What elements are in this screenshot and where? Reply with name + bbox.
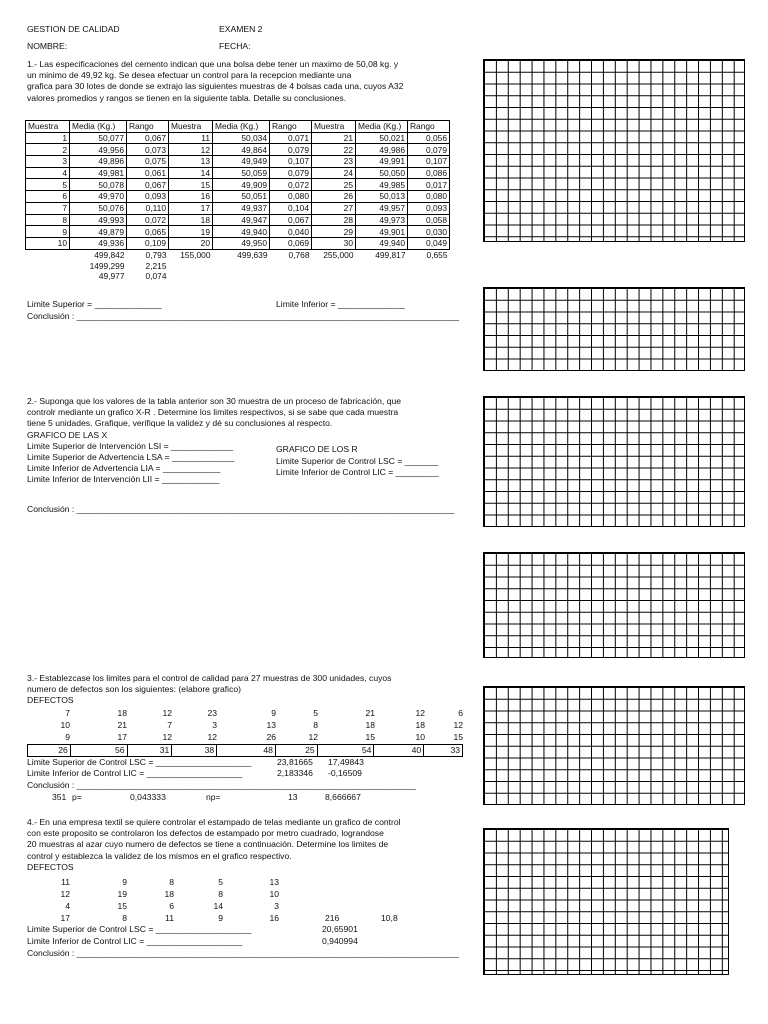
totals-row	[26, 249, 450, 260]
defect-value: 21	[365, 708, 375, 718]
average-cell: 49,977	[98, 271, 125, 282]
defect-value: 12	[207, 732, 217, 742]
table-cell: 1	[26, 132, 70, 144]
defects-row	[27, 913, 279, 924]
column-header: Rango	[270, 121, 312, 133]
table-row	[26, 214, 450, 226]
table-cell: 0,080	[408, 191, 450, 203]
q3-lic-value-2: -0,16509	[328, 768, 362, 778]
q2-line: controlr mediante un grafico X-R . Determine los limites respectivos, si se sabe que cada muestra	[27, 407, 399, 418]
total-cell: 0,655	[426, 249, 448, 260]
table-row	[26, 167, 450, 179]
q4-lsc: Limite Superior de Control LSC = ____________________	[27, 924, 252, 934]
table-cell: 49,950	[213, 237, 270, 249]
table-cell: 4	[26, 167, 70, 179]
q4-defects-label: DEFECTOS	[27, 861, 74, 872]
table-cell: 0,109	[127, 237, 169, 249]
q3-lsc-value-1: 23,81665	[277, 757, 313, 767]
sum-cell: 2,215	[145, 260, 167, 271]
table-cell: 49,993	[70, 214, 127, 226]
table-cell: 49,991	[356, 156, 408, 168]
table-cell: 49,981	[70, 167, 127, 179]
q3-defects-label: DEFECTOS	[27, 695, 74, 706]
sum-cell: 1499,299	[89, 260, 125, 271]
q4-line: 4.- En una empresa textil se quiere controlar el estampado de telas mediante un grafico de control	[27, 817, 401, 827]
defect-value: 3	[212, 720, 217, 730]
table-cell: 0,067	[127, 179, 169, 191]
table-row	[26, 144, 450, 156]
defect-value: 9	[65, 732, 70, 742]
table-row	[26, 237, 450, 249]
table-cell: 0,040	[270, 226, 312, 238]
q3-conclusion: Conclusión : _______________________________________________________________________	[27, 780, 417, 790]
total-cell: 499,842	[94, 249, 125, 260]
defect-value: 12	[60, 889, 70, 899]
defect-value: 17	[117, 732, 127, 742]
defect-value: 8	[169, 877, 174, 887]
defect-value: 8	[313, 720, 318, 730]
defect-value: 18	[117, 708, 127, 718]
table-cell: 21	[312, 132, 356, 144]
defect-value: 26	[266, 732, 276, 742]
defect-value: 9	[218, 913, 223, 923]
total-value: 38	[172, 745, 217, 756]
column-header: Media (Kg.)	[70, 121, 127, 133]
column-header: Rango	[408, 121, 450, 133]
defect-value: 11	[165, 913, 174, 923]
q4-lic: Limite Inferior de Control LIC = ____________________	[27, 936, 243, 946]
course-title: GESTION DE CALIDAD	[27, 24, 120, 34]
table-cell: 0,067	[127, 132, 169, 144]
table-cell: 19	[169, 226, 213, 238]
q3-p-value: 0,043333	[130, 792, 166, 802]
q4-lic-value: 0,940994	[322, 936, 358, 946]
table-cell: 49,864	[213, 144, 270, 156]
q3-lsc: Limite Superior de Control LSC = ____________________	[27, 757, 252, 767]
q2-r-chart-title: GRAFICO DE LOS R	[276, 444, 358, 454]
defect-value: 9	[122, 877, 127, 887]
table-cell: 49,879	[70, 226, 127, 238]
q3-lic: Limite Inferior de Control LIC = ____________________	[27, 768, 243, 778]
defect-value: 3	[274, 901, 279, 911]
table-cell: 0,071	[270, 132, 312, 144]
average-row	[26, 271, 450, 282]
graph-paper-q4	[483, 828, 729, 975]
table-cell: 50,078	[70, 179, 127, 191]
q3-line: 3.- Establezcase los limites para el control de calidad para 27 muestras de 300 unidades, cuyos	[27, 673, 392, 683]
q3-statement	[27, 673, 467, 707]
sum-cell	[26, 260, 70, 271]
q3-line: numero de defectos son los siguientes: (elabore grafico)	[27, 684, 242, 695]
q1-line: 1.- Las especificaciones del cemento indican que una bolsa debe tener un maximo de 50,08 kg. y	[27, 59, 399, 69]
total-value: 26	[28, 745, 71, 756]
table-cell: 0,080	[270, 191, 312, 203]
defect-value: 12	[453, 720, 463, 730]
defect-value: 13	[269, 877, 279, 887]
table-cell: 0,049	[408, 237, 450, 249]
table-cell: 14	[169, 167, 213, 179]
q2-lia: Limite Inferior de Advertencia LIA = ____________	[27, 463, 221, 474]
q2-line: tiene 5 unidades. Grafique, verifique la validez y dé su conclusiones al respecto.	[27, 418, 333, 429]
name-label: NOMBRE:	[27, 41, 68, 51]
table-cell: 0,073	[127, 144, 169, 156]
table-cell: 49,947	[213, 214, 270, 226]
q1-conclusion: Conclusión : ________________________________________________________________________________	[27, 311, 460, 321]
table-cell: 0,079	[270, 144, 312, 156]
table-cell: 50,021	[356, 132, 408, 144]
table-cell: 29	[312, 226, 356, 238]
table-cell: 49,985	[356, 179, 408, 191]
q3-lsc-value-2: 17,49843	[328, 757, 364, 767]
table-cell: 15	[169, 179, 213, 191]
table-cell: 26	[312, 191, 356, 203]
defect-value: 12	[415, 708, 425, 718]
average-cell: 0,074	[145, 271, 167, 282]
table-cell: 0,079	[270, 167, 312, 179]
table-cell: 50,076	[70, 202, 127, 214]
defect-value: 6	[169, 901, 174, 911]
defect-value: 11	[61, 877, 70, 887]
defect-value: 8	[218, 889, 223, 899]
table-cell: 16	[169, 191, 213, 203]
defect-value: 12	[162, 732, 172, 742]
defect-value: 10	[415, 732, 425, 742]
table-cell: 50,059	[213, 167, 270, 179]
q3-np-label: np=	[206, 792, 221, 802]
graph-paper-q2-x	[483, 396, 745, 527]
q2-conclusion: Conclusión : _______________________________________________________________________________	[27, 504, 455, 514]
total-cell: 155,000	[180, 249, 211, 260]
table-cell: 13	[169, 156, 213, 168]
defect-value: 13	[266, 720, 276, 730]
table-row	[26, 132, 450, 144]
defects-row	[27, 732, 463, 743]
total-value: 40	[374, 745, 424, 756]
table-cell: 50,077	[70, 132, 127, 144]
q2-lii: Limite Inferior de Intervención LII = ____________	[27, 474, 220, 485]
table-cell: 0,065	[127, 226, 169, 238]
table-cell: 11	[169, 132, 213, 144]
defect-value: 8	[122, 913, 127, 923]
total-value: 56	[71, 745, 128, 756]
graph-paper-q3	[483, 686, 745, 805]
table-cell: 17	[169, 202, 213, 214]
q2-x-chart-title: GRAFICO DE LAS X	[27, 429, 108, 440]
q2-lsi: Limite Superior de Intervención LSI = _____________	[27, 440, 234, 451]
total-cell: 255,000	[323, 249, 354, 260]
q3-p-label: p=	[72, 792, 82, 802]
q4-sum: 216	[325, 913, 340, 923]
table-cell: 0,093	[408, 202, 450, 214]
table-cell: 49,936	[70, 237, 127, 249]
table-cell: 0,069	[270, 237, 312, 249]
table-cell: 0,107	[270, 156, 312, 168]
defects-row	[27, 720, 463, 731]
table-cell: 50,051	[213, 191, 270, 203]
total-cell: 499,639	[237, 249, 268, 260]
table-cell: 0,075	[127, 156, 169, 168]
total-cell	[26, 249, 70, 260]
table-cell: 49,973	[356, 214, 408, 226]
table-cell: 9	[26, 226, 70, 238]
table-cell: 0,072	[127, 214, 169, 226]
defect-value: 10	[60, 720, 70, 730]
q3-extra-value: 8,666667	[325, 792, 361, 802]
table-cell: 49,901	[356, 226, 408, 238]
defect-value: 18	[415, 720, 425, 730]
column-header: Muestra	[312, 121, 356, 133]
table-cell: 49,940	[356, 237, 408, 249]
defect-value: 6	[458, 708, 463, 718]
table-row	[26, 226, 450, 238]
table-cell: 6	[26, 191, 70, 203]
defect-value: 7	[65, 708, 70, 718]
defect-value: 21	[117, 720, 127, 730]
table-cell: 0,061	[127, 167, 169, 179]
table-cell: 50,034	[213, 132, 270, 144]
q1-data-table	[25, 120, 450, 282]
sum-row	[26, 260, 450, 271]
table-cell: 0,030	[408, 226, 450, 238]
table-cell: 0,058	[408, 214, 450, 226]
q1-line: valores promedios y rangos se tienen en la siguiente tabla. Detalle su conclusiones.	[27, 92, 347, 103]
q4-line: con este proposito se controlaron los defectos de estampado por metro cuadrado, lograndose	[27, 828, 384, 839]
defects-row	[27, 901, 279, 912]
table-cell: 49,937	[213, 202, 270, 214]
total-value: 33	[450, 745, 461, 755]
table-cell: 5	[26, 179, 70, 191]
q4-statement	[27, 817, 467, 873]
table-cell: 0,072	[270, 179, 312, 191]
q4-line: 20 muestras al azar cuyo numero de defectos se tiene a continuación. Determine los limites de	[27, 839, 389, 850]
table-header	[26, 121, 450, 133]
q1-lower-limit: Limite Inferior = ______________	[276, 299, 405, 309]
defect-value: 5	[313, 708, 318, 718]
q1-line: un minimo de 49,92 kg. Se desea efectuar un control para la recepcion mediante una	[27, 70, 352, 81]
defect-value: 23	[207, 708, 217, 718]
total-value: 31	[128, 745, 173, 756]
table-cell: 0,107	[408, 156, 450, 168]
exam-title: EXAMEN 2	[219, 24, 263, 34]
table-row	[26, 202, 450, 214]
table-cell: 0,104	[270, 202, 312, 214]
defect-value: 5	[218, 877, 223, 887]
q4-mean: 10,8	[381, 913, 398, 923]
table-cell: 30	[312, 237, 356, 249]
q4-lsc-value: 20,65901	[322, 924, 358, 934]
defects-row	[27, 889, 279, 900]
q2-r-lsc: Limite Superior de Control LSC = _______	[276, 456, 439, 466]
table-cell: 0,110	[127, 202, 169, 214]
total-value: 54	[318, 745, 375, 756]
table-cell: 28	[312, 214, 356, 226]
column-header: Media (Kg.)	[213, 121, 270, 133]
table-cell: 12	[169, 144, 213, 156]
defect-value: 12	[308, 732, 318, 742]
defect-value: 15	[365, 732, 375, 742]
q1-statement	[27, 59, 467, 104]
column-header: Muestra	[26, 121, 70, 133]
defect-value: 18	[365, 720, 375, 730]
q3-lic-value-1: 2,183346	[277, 768, 313, 778]
table-cell: 20	[169, 237, 213, 249]
total-value: 48	[217, 745, 276, 756]
q2-r-lic: Limite Inferior de Control LIC = _________	[276, 467, 439, 477]
defect-value: 17	[60, 913, 70, 923]
table-cell: 0,017	[408, 179, 450, 191]
total-cell: 499,817	[375, 249, 406, 260]
graph-paper-q2-r	[483, 552, 745, 658]
table-cell: 49,986	[356, 144, 408, 156]
table-cell: 49,909	[213, 179, 270, 191]
defect-value: 15	[117, 901, 127, 911]
defect-value: 10	[269, 889, 279, 899]
q4-conclusion: Conclusión : ________________________________________________________________________________	[27, 948, 460, 958]
table-cell: 22	[312, 144, 356, 156]
table-cell: 0,086	[408, 167, 450, 179]
defect-value: 9	[271, 708, 276, 718]
defect-value: 19	[117, 889, 127, 899]
defect-value: 7	[167, 720, 172, 730]
average-cell	[26, 271, 70, 282]
defect-value: 16	[269, 913, 279, 923]
table-cell: 49,896	[70, 156, 127, 168]
table-cell: 50,013	[356, 191, 408, 203]
table-cell: 24	[312, 167, 356, 179]
column-header: Rango	[127, 121, 169, 133]
q1-upper-limit: Limite Superior = ______________	[27, 299, 162, 309]
q3-np-value: 13	[288, 792, 298, 802]
graph-paper-q1	[483, 59, 745, 242]
table-cell: 25	[312, 179, 356, 191]
defect-value: 14	[213, 901, 223, 911]
defect-value: 18	[164, 889, 174, 899]
table-cell: 27	[312, 202, 356, 214]
table-cell: 49,949	[213, 156, 270, 168]
q4-line: control y establezca la validez de los mismos en el grafico respectivo.	[27, 850, 292, 861]
defects-row	[27, 708, 463, 719]
table-cell: 10	[26, 237, 70, 249]
table-cell: 49,970	[70, 191, 127, 203]
table-row	[26, 156, 450, 168]
defect-value: 12	[162, 708, 172, 718]
table-cell: 0,079	[408, 144, 450, 156]
column-header: Media (Kg.)	[356, 121, 408, 133]
defect-value: 4	[65, 901, 70, 911]
table-cell: 49,940	[213, 226, 270, 238]
table-cell: 0,067	[270, 214, 312, 226]
table-cell: 0,093	[127, 191, 169, 203]
q3-totals-row	[27, 744, 463, 757]
table-cell: 49,956	[70, 144, 127, 156]
table-cell: 49,957	[356, 202, 408, 214]
table-cell: 2	[26, 144, 70, 156]
total-value: 25	[276, 745, 318, 756]
graph-paper-q1-range	[483, 287, 745, 371]
date-label: FECHA:	[219, 41, 251, 51]
table-cell: 3	[26, 156, 70, 168]
column-header: Muestra	[169, 121, 213, 133]
table-cell: 50,050	[356, 167, 408, 179]
q2-lsa: Limite Superior de Advertencia LSA = _____________	[27, 451, 235, 462]
defect-value: 15	[453, 732, 463, 742]
q2-line: 2.- Suponga que los valores de la tabla anterior son 30 muestra de un proceso de fabricación, que	[27, 396, 402, 406]
q3-n: 351	[52, 792, 67, 802]
defects-row	[27, 877, 279, 888]
table-cell: 18	[169, 214, 213, 226]
table-row	[26, 179, 450, 191]
total-cell: 0,793	[145, 249, 167, 260]
table-cell: 7	[26, 202, 70, 214]
table-cell: 23	[312, 156, 356, 168]
table-cell: 0,056	[408, 132, 450, 144]
table-row	[26, 191, 450, 203]
q1-line: grafica para 30 lotes de donde se extrajo las siguientes muestras de 4 bolsas cada una, cuyos A32	[27, 81, 404, 92]
total-cell: 0,768	[288, 249, 310, 260]
table-cell: 8	[26, 214, 70, 226]
